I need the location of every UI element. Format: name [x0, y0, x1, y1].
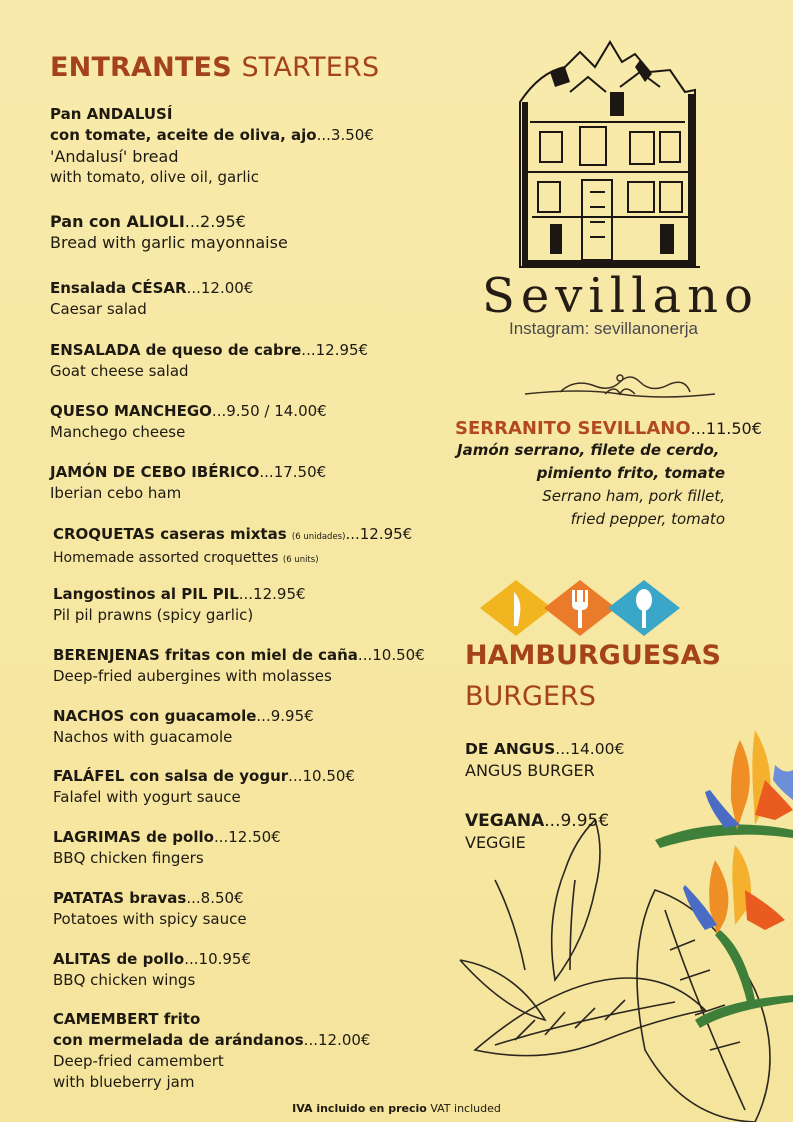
item-price: ...12.95€ [238, 585, 306, 603]
item-description: Nachos with guacamole [53, 728, 233, 746]
item-description-line2: with blueberry jam [53, 1073, 195, 1091]
brand-name: Sevillano [482, 268, 759, 324]
item-price: ...12.95€ [345, 525, 413, 543]
spoon-icon [608, 580, 680, 636]
starters-heading-es: ENTRANTES [50, 52, 232, 83]
menu-item [53, 706, 473, 748]
menu-item [50, 104, 470, 188]
menu-item [53, 584, 473, 626]
menu-item [53, 827, 473, 869]
starters-section [50, 52, 460, 1091]
item-name: CAMEMBERT frito [53, 1010, 201, 1028]
item-description: BBQ chicken wings [53, 971, 196, 989]
serranito-price: ...11.50€ [690, 419, 762, 438]
burger-description: ANGUS BURGER [465, 761, 595, 780]
item-price: ...12.00€ [303, 1031, 371, 1049]
burger-price: ...9.95€ [544, 811, 610, 831]
item-name: BERENJENAS fritas con miel de caña...10.50€ [53, 646, 425, 664]
item-quantity-note-en: (6 units) [282, 555, 319, 565]
menu-item [53, 524, 473, 571]
item-price: ...10.50€ [288, 767, 355, 785]
flourish-ornament [520, 370, 720, 406]
knife-icon [480, 580, 552, 636]
item-name: NACHOS con guacamole...9.95€ [53, 707, 314, 725]
building-illustration [510, 32, 710, 277]
item-price: ...10.95€ [184, 950, 252, 968]
serranito-description-es: Jamón serrano, filete de cerdo, [457, 441, 720, 459]
item-price: ...3.50€ [316, 126, 374, 144]
instagram-handle: Instagram: sevillanonerja [509, 319, 698, 338]
menu-item [50, 278, 470, 320]
menu-item [53, 645, 473, 687]
item-description: Caesar salad [50, 300, 147, 318]
menu-item [50, 211, 470, 253]
item-description: Bread with garlic mayonnaise [50, 233, 288, 252]
item-name-line2: con mermelada de arándanos...12.00€ [53, 1031, 371, 1049]
item-name: Ensalada CÉSAR...12.00€ [50, 279, 254, 297]
item-name: PATATAS bravas...8.50€ [53, 889, 244, 907]
item-name: CROQUETAS caseras mixtas (6 unidades)...12.95€ [53, 525, 413, 543]
starters-heading-en: STARTERS [241, 52, 380, 83]
item-description: Pil pil prawns (spicy garlic) [53, 606, 254, 624]
starters-heading [50, 52, 460, 83]
item-price: ...12.50€ [213, 828, 281, 846]
cutlery-icons [478, 578, 688, 638]
item-description: Goat cheese salad [50, 362, 189, 380]
menu-item [53, 949, 473, 991]
item-price: ...10.50€ [357, 646, 425, 664]
item-name: LAGRIMAS de pollo...12.50€ [53, 828, 281, 846]
burger-item [465, 738, 765, 782]
item-name: ENSALADA de queso de cabre...12.95€ [50, 341, 369, 359]
item-name: ALITAS de pollo...10.95€ [53, 950, 252, 968]
item-description: Deep-fried camembert [53, 1052, 224, 1070]
menu-item [50, 340, 470, 382]
item-price: ...17.50€ [259, 463, 327, 481]
menu-item [50, 401, 470, 443]
item-name: FALÁFEL con salsa de yogur...10.50€ [53, 767, 355, 785]
item-price: ...12.00€ [186, 279, 254, 297]
burger-description: VEGGIE [465, 833, 526, 852]
item-description: Homemade assorted croquettes (6 units) [53, 550, 319, 566]
menu-item [53, 766, 473, 808]
item-price: ...9.95€ [256, 707, 314, 725]
item-name: Pan ANDALUSÍ [50, 105, 173, 123]
item-name-line2: con tomate, aceite de oliva, ajo...3.50€ [50, 126, 374, 144]
item-description: Potatoes with spicy sauce [53, 910, 247, 928]
serranito-description-es-line2: pimiento frito, tomate [536, 464, 725, 482]
item-description: Deep-fried aubergines with molasses [53, 667, 332, 685]
menu-item [50, 462, 470, 504]
item-description: 'Andalusí' bread [50, 147, 179, 166]
item-name: JAMÓN DE CEBO IBÉRICO...17.50€ [50, 463, 327, 481]
item-name: QUESO MANCHEGO...9.50 / 14.00€ [50, 402, 327, 420]
burger-name: VEGANA...9.95€ [465, 811, 610, 831]
vat-note: IVA incluido en precio VAT included [292, 1102, 501, 1115]
burgers-heading-en: BURGERS [465, 681, 596, 712]
item-description: Iberian cebo ham [50, 484, 182, 502]
serranito-description-en-line2: fried pepper, tomato [570, 510, 725, 528]
burger-item [465, 810, 765, 854]
item-price: ...9.50 / 14.00€ [211, 402, 327, 420]
burger-name: DE ANGUS...14.00€ [465, 740, 625, 758]
burgers-heading-es: HAMBURGUESAS [465, 640, 721, 671]
item-description: Falafel with yogurt sauce [53, 788, 241, 806]
item-quantity-note: (6 unidades) [291, 532, 346, 542]
burgers-section [465, 640, 765, 712]
item-description-line2: with tomato, olive oil, garlic [50, 168, 259, 186]
item-description: BBQ chicken fingers [53, 849, 204, 867]
item-name: Pan con ALIOLI...2.95€ [50, 212, 246, 231]
serranito-description-en: Serrano ham, pork fillet, [542, 487, 725, 505]
item-price: ...12.95€ [301, 341, 369, 359]
item-name: Langostinos al PIL PIL...12.95€ [53, 585, 306, 603]
menu-item [53, 1009, 473, 1093]
burger-price: ...14.00€ [555, 740, 625, 758]
menu-item [53, 888, 473, 930]
serranito-section [455, 418, 785, 531]
item-price: ...8.50€ [186, 889, 244, 907]
item-description: Manchego cheese [50, 423, 186, 441]
item-price: ...2.95€ [184, 212, 246, 231]
fork-icon [544, 580, 616, 636]
serranito-title: SERRANITO SEVILLANO...11.50€ [455, 418, 762, 439]
